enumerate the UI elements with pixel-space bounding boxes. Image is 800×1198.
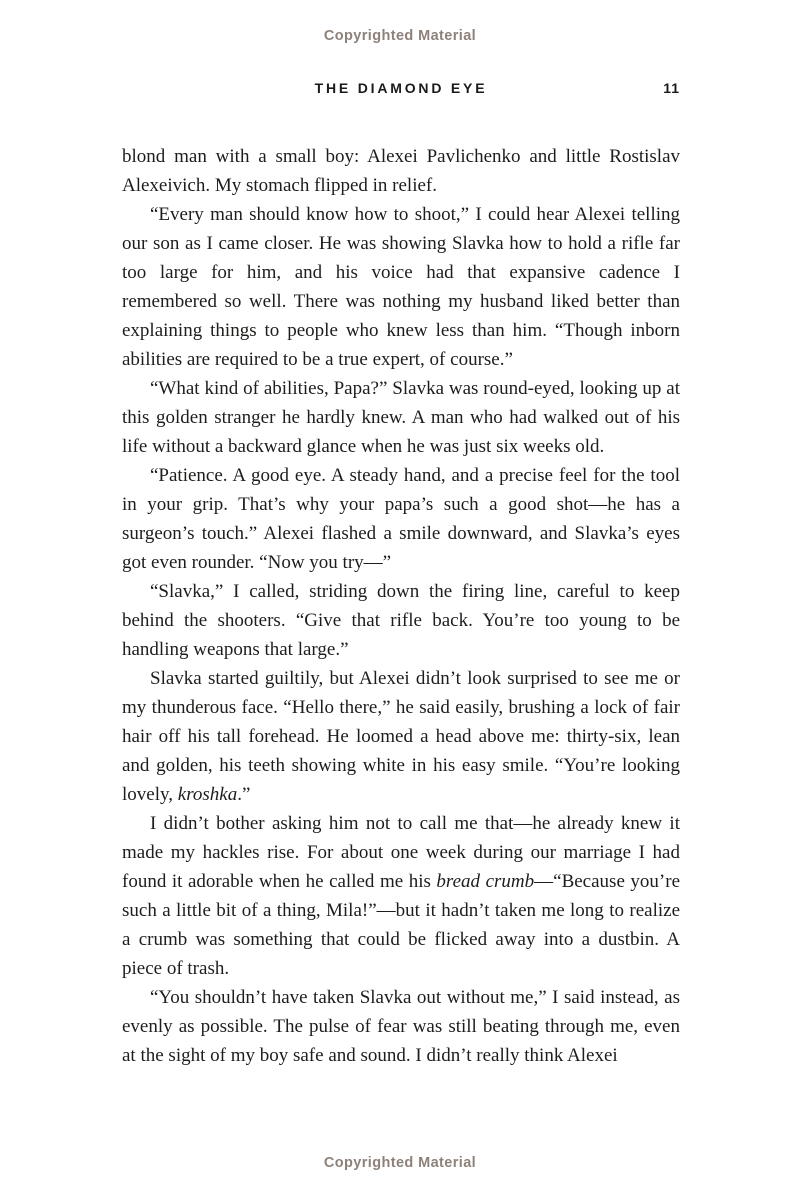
paragraph <box>122 809 680 983</box>
paragraph <box>122 664 680 809</box>
copyright-notice-top: Copyrighted Material <box>323 28 477 44</box>
paragraph <box>122 200 680 374</box>
paragraph <box>122 461 680 577</box>
text-segment: “Patience. A good eye. A steady hand, and a precise feel for the tool in your grip. That’s why your papa’s such a good shot—he has a surgeon’s touch.” Alexei flashed a smile downward, and Slavka’s eyes got even rounder. “Now you try—” <box>122 465 680 573</box>
running-header <box>122 80 680 100</box>
text-segment: “Slavka,” I called, striding down the firing line, careful to keep behind the shooters. “Give that rifle back. You’re too young to be handling weapons that large.” <box>122 581 680 660</box>
paragraph <box>122 577 680 664</box>
paragraph <box>122 142 680 200</box>
text-segment: “Every man should know how to shoot,” I could hear Alexei telling our son as I came closer. He was showing Slavka how to hold a rifle far too large for him, and his voice had that expansive cadence I remembered so well. There was nothing my husband liked better than explaining things to people who knew less than him. “Though inborn abilities are required to be a true expert, of course.” <box>122 204 680 370</box>
text-segment: “You shouldn’t have taken Slavka out without me,” I said instead, as evenly as possible. The pulse of fear was still beating through me, even at the sight of my boy safe and sound. I didn’t really think Alexei <box>122 987 680 1066</box>
text-segment: Slavka started guiltily, but Alexei didn’t look surprised to see me or my thunderous face. “Hello there,” he said easily, brushing a lock of fair hair off his tall forehead. He loomed a head above me: thirty-six, lean and golden, his teeth showing white in his easy smile. “You’re looking lovely, <box>122 668 680 805</box>
book-title: THE DIAMOND EYE <box>314 80 488 96</box>
text-segment: I didn’t bother asking him not to call me that—he already knew it made my hackles rise. For about one week during our marriage I had found it adorable when he called me his <box>122 813 680 892</box>
body-text <box>122 142 680 1070</box>
page-number: 11 <box>663 80 680 96</box>
paragraph <box>122 374 680 461</box>
text-segment: .” <box>237 784 251 805</box>
italic-text: bread crumb <box>436 871 535 892</box>
text-segment: —“Because you’re such a little bit of a thing, Mila!”—but it hadn’t taken me long to realize a crumb was something that could be flicked away into a dustbin. A piece of trash. <box>122 871 680 979</box>
copyright-notice-bottom: Copyrighted Material <box>323 1155 477 1171</box>
text-segment: blond man with a small boy: Alexei Pavlichenko and little Rostislav Alexeivich. My stomach flipped in relief. <box>122 146 680 196</box>
text-segment: “What kind of abilities, Papa?” Slavka was round-eyed, looking up at this golden stranger he hardly knew. A man who had walked out of his life without a backward glance when he was just six weeks old. <box>122 378 680 457</box>
paragraph <box>122 983 680 1070</box>
italic-text: kroshka <box>177 784 238 805</box>
